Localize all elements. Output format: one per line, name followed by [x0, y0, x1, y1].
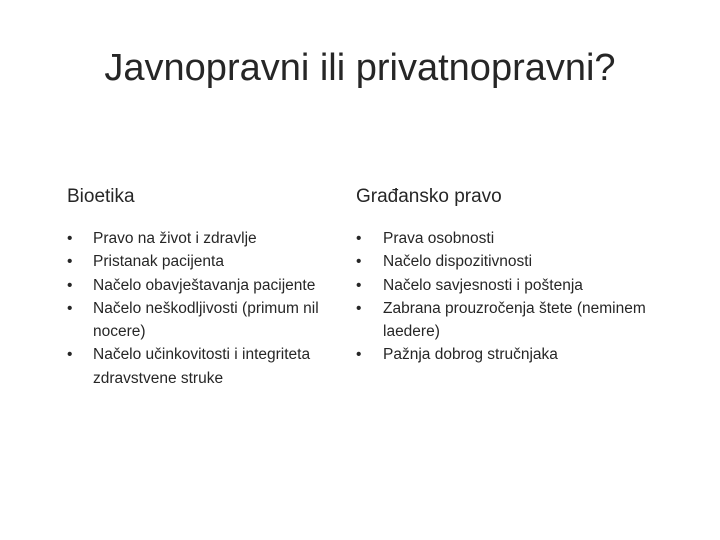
list-item	[356, 343, 656, 366]
list-item-text: Načelo učinkovitosti i integriteta zdravstvene struke	[93, 346, 311, 387]
list-item	[67, 297, 347, 344]
list-item-text: Načelo neškodljivosti (primum nil nocere)	[93, 299, 319, 341]
list-item	[356, 274, 656, 297]
bullet: •	[67, 276, 73, 294]
list-item	[67, 227, 347, 250]
list-item	[356, 250, 656, 273]
right-column	[356, 184, 656, 367]
list-item-text: Pravo na život i zdravlje	[93, 230, 257, 247]
list-item	[67, 343, 347, 390]
list-item-text: Pažnja dobrog stručnjaka	[383, 346, 558, 364]
list-item-text: Načelo savjesnosti i poštenja	[383, 276, 583, 294]
slide-title: Javnopravni ili privatnopravni?	[104, 47, 616, 89]
bullet: •	[356, 230, 362, 247]
bullet: •	[356, 253, 362, 271]
bullet: •	[356, 346, 362, 364]
bullet: •	[356, 299, 362, 317]
bullet: •	[67, 299, 73, 317]
bullet: •	[67, 230, 73, 247]
left-column	[67, 184, 347, 390]
bullet: •	[67, 253, 73, 271]
bullet: •	[67, 346, 73, 364]
list-item-text: Zabrana prouzročenja štete (neminem laedere)	[383, 299, 646, 341]
list-item-text: Prava osobnosti	[383, 230, 495, 247]
list-item	[67, 274, 347, 297]
bullet: •	[356, 276, 362, 294]
list-item	[356, 227, 656, 250]
list-item-text: Načelo dispozitivnosti	[383, 253, 533, 271]
list-item-text: Načelo obavještavanja pacijente	[93, 276, 316, 294]
right-column-heading: Građansko pravo	[356, 186, 502, 207]
list-item	[67, 250, 347, 273]
left-column-heading: Bioetika	[67, 186, 135, 207]
list-item-text: Pristanak pacijenta	[93, 253, 224, 271]
left-column-list	[67, 227, 347, 390]
right-column-list	[356, 227, 656, 367]
list-item	[356, 297, 656, 344]
